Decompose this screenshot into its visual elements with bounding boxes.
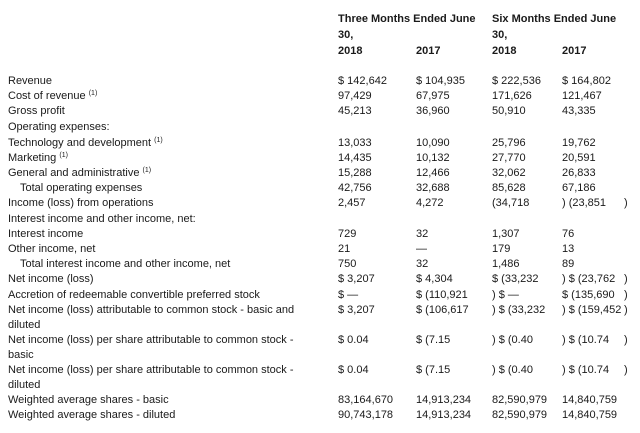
cell-value: 25,796 bbox=[492, 137, 526, 149]
row-label-text: Weighted average shares - diluted bbox=[8, 409, 176, 421]
row-label bbox=[8, 408, 175, 422]
cell-value: 67,186 bbox=[562, 182, 596, 194]
cell-value: $ 3,207 bbox=[338, 304, 375, 316]
cell-value: 85,628 bbox=[492, 182, 526, 194]
row-label-text: Technology and development bbox=[8, 137, 152, 149]
cell-value: $ 164,802 bbox=[562, 75, 611, 87]
row-label bbox=[8, 363, 294, 377]
footnote-marker: (1) bbox=[59, 152, 68, 159]
row-label-continued: diluted bbox=[8, 319, 41, 331]
row-label bbox=[8, 333, 294, 347]
row-label-continued: basic bbox=[8, 349, 34, 361]
cell-value: ) $ (159,452 bbox=[562, 304, 622, 316]
row-label-text: Accretion of redeemable convertible preferred stock bbox=[8, 289, 260, 301]
cell-value: ) $ (0.40 bbox=[492, 364, 533, 376]
cell-value: 729 bbox=[338, 228, 357, 240]
row-label-text: Cost of revenue bbox=[8, 90, 86, 102]
cell-value: 1,307 bbox=[492, 228, 520, 240]
row-label bbox=[8, 151, 68, 165]
cell-value: 89 bbox=[562, 258, 575, 270]
cell-value: $ (33,232 bbox=[492, 273, 539, 285]
header-col-2017-h: 2017 bbox=[562, 45, 587, 57]
footnote-marker: (1) bbox=[154, 137, 163, 144]
row-label bbox=[8, 74, 52, 88]
cell-value: 13 bbox=[562, 243, 575, 255]
row-label-text: Gross profit bbox=[8, 105, 65, 117]
cell-value: 14,913,234 bbox=[416, 394, 472, 406]
row-label-continued: diluted bbox=[8, 379, 41, 391]
cell-trailing-paren: ) bbox=[624, 364, 628, 376]
cell-value: $ 0.04 bbox=[338, 364, 369, 376]
cell-value: 14,435 bbox=[338, 152, 372, 164]
footnote-marker: (1) bbox=[142, 167, 152, 174]
cell-value: 1,486 bbox=[492, 258, 520, 270]
cell-value: 67,975 bbox=[416, 90, 450, 102]
row-label bbox=[8, 288, 260, 302]
header-col-2018-q: 2018 bbox=[338, 45, 363, 57]
cell-trailing-paren: ) bbox=[624, 289, 628, 301]
row-label-text: Interest income and other income, net: bbox=[8, 213, 196, 225]
cell-trailing-paren: ) bbox=[624, 197, 628, 209]
row-label-text: Revenue bbox=[8, 75, 53, 87]
cell-value: 97,429 bbox=[338, 90, 372, 102]
cell-value: 90,743,178 bbox=[338, 409, 394, 421]
cell-value: $ (7.15 bbox=[416, 334, 451, 346]
cell-value: 32,062 bbox=[492, 167, 526, 179]
cell-value: 32 bbox=[416, 258, 429, 270]
cell-value: ) $ (33,232 bbox=[492, 304, 546, 316]
cell-value: 42,756 bbox=[338, 182, 372, 194]
cell-value: 171,626 bbox=[492, 90, 532, 102]
row-label-text: Income (loss) from operations bbox=[8, 197, 154, 209]
row-label-text: Weighted average shares - basic bbox=[8, 394, 169, 406]
cell-value: ) $ — bbox=[492, 289, 519, 301]
cell-value: 21 bbox=[338, 243, 351, 255]
cell-value: $ 4,304 bbox=[416, 273, 453, 285]
row-label-text: Marketing bbox=[8, 152, 57, 164]
cell-value: 14,840,759 bbox=[562, 394, 618, 406]
row-label-text: Net income (loss) attributable to common stock - basic and bbox=[8, 304, 295, 316]
row-label-text: Other income, net bbox=[8, 243, 96, 255]
row-label bbox=[8, 166, 151, 180]
header-three-months-line2: 30, bbox=[338, 29, 354, 41]
cell-value: $ 222,536 bbox=[492, 75, 541, 87]
cell-value: 750 bbox=[338, 258, 357, 270]
cell-value: 179 bbox=[492, 243, 511, 255]
row-label bbox=[8, 303, 294, 317]
cell-value: $ 3,207 bbox=[338, 273, 375, 285]
cell-value: $ 104,935 bbox=[416, 75, 465, 87]
cell-value: 43,335 bbox=[562, 105, 596, 117]
cell-value: 26,833 bbox=[562, 167, 596, 179]
row-label-text: Total interest income and other income, net bbox=[20, 258, 231, 270]
row-label bbox=[20, 257, 230, 271]
cell-value: 27,770 bbox=[492, 152, 526, 164]
row-label bbox=[8, 89, 97, 103]
cell-value: 15,288 bbox=[338, 167, 372, 179]
row-label bbox=[8, 242, 95, 256]
cell-trailing-paren: ) bbox=[624, 334, 628, 346]
row-label-text: Interest income bbox=[8, 228, 84, 240]
cell-value: ) $ (10.74 bbox=[562, 364, 610, 376]
cell-value: 32 bbox=[416, 228, 429, 240]
cell-value: $ (7.15 bbox=[416, 364, 451, 376]
cell-value: 19,762 bbox=[562, 137, 596, 149]
row-label-text: Net income (loss) bbox=[8, 273, 94, 285]
header-col-2017-q: 2017 bbox=[416, 45, 441, 57]
cell-value: 2,457 bbox=[338, 197, 366, 209]
cell-value: 10,090 bbox=[416, 137, 450, 149]
row-label-text: Net income (loss) per share attributable to common stock - bbox=[8, 334, 294, 346]
cell-value: $ (110,921 bbox=[416, 289, 468, 301]
cell-value: 50,910 bbox=[492, 105, 526, 117]
row-label bbox=[8, 227, 83, 241]
cell-value: ) $ (0.40 bbox=[492, 334, 533, 346]
cell-value: $ 142,642 bbox=[338, 75, 387, 87]
row-label bbox=[20, 181, 142, 195]
header-six-months-line2: 30, bbox=[492, 29, 508, 41]
cell-value: ) $ (23,762 bbox=[562, 273, 616, 285]
cell-value: 32,688 bbox=[416, 182, 450, 194]
footnote-marker: (1) bbox=[88, 90, 98, 97]
cell-value: 14,840,759 bbox=[562, 409, 618, 421]
cell-value: 20,591 bbox=[562, 152, 596, 164]
row-label-text: Operating expenses: bbox=[8, 121, 110, 133]
row-label bbox=[8, 393, 169, 407]
row-label bbox=[8, 120, 110, 134]
row-label bbox=[8, 212, 196, 226]
header-col-2018-h: 2018 bbox=[492, 45, 517, 57]
cell-value: 121,467 bbox=[562, 90, 602, 102]
cell-value: $ 0.04 bbox=[338, 334, 369, 346]
cell-value: (34,718 bbox=[492, 197, 530, 209]
header-six-months-line1: Six Months Ended June bbox=[492, 13, 617, 25]
cell-trailing-paren: ) bbox=[624, 304, 628, 316]
cell-value: 14,913,234 bbox=[416, 409, 472, 421]
cell-value: 36,960 bbox=[416, 105, 450, 117]
row-label-text: General and administrative bbox=[8, 167, 140, 179]
cell-trailing-paren: ) bbox=[624, 273, 628, 285]
cell-value: 10,132 bbox=[416, 152, 450, 164]
cell-value: 12,466 bbox=[416, 167, 450, 179]
cell-value: ) (23,851 bbox=[562, 197, 607, 209]
cell-value: 83,164,670 bbox=[338, 394, 394, 406]
row-label bbox=[8, 136, 163, 150]
cell-value: $ (106,617 bbox=[416, 304, 469, 316]
cell-value: ) $ (10.74 bbox=[562, 334, 610, 346]
row-label bbox=[8, 104, 65, 118]
cell-value: 76 bbox=[562, 228, 575, 240]
row-label-text: Net income (loss) per share attributable to common stock - bbox=[8, 364, 294, 376]
cell-value: 13,033 bbox=[338, 137, 372, 149]
row-label-text: Total operating expenses bbox=[20, 182, 143, 194]
row-label bbox=[8, 196, 154, 210]
cell-value: — bbox=[416, 243, 427, 255]
row-label bbox=[8, 272, 94, 286]
cell-value: 82,590,979 bbox=[492, 409, 548, 421]
cell-value: $ (135,690 bbox=[562, 289, 615, 301]
cell-value: 82,590,979 bbox=[492, 394, 548, 406]
header-three-months-line1: Three Months Ended June bbox=[338, 13, 476, 25]
cell-value: 4,272 bbox=[416, 197, 444, 209]
cell-value: $ — bbox=[338, 289, 359, 301]
cell-value: 45,213 bbox=[338, 105, 372, 117]
